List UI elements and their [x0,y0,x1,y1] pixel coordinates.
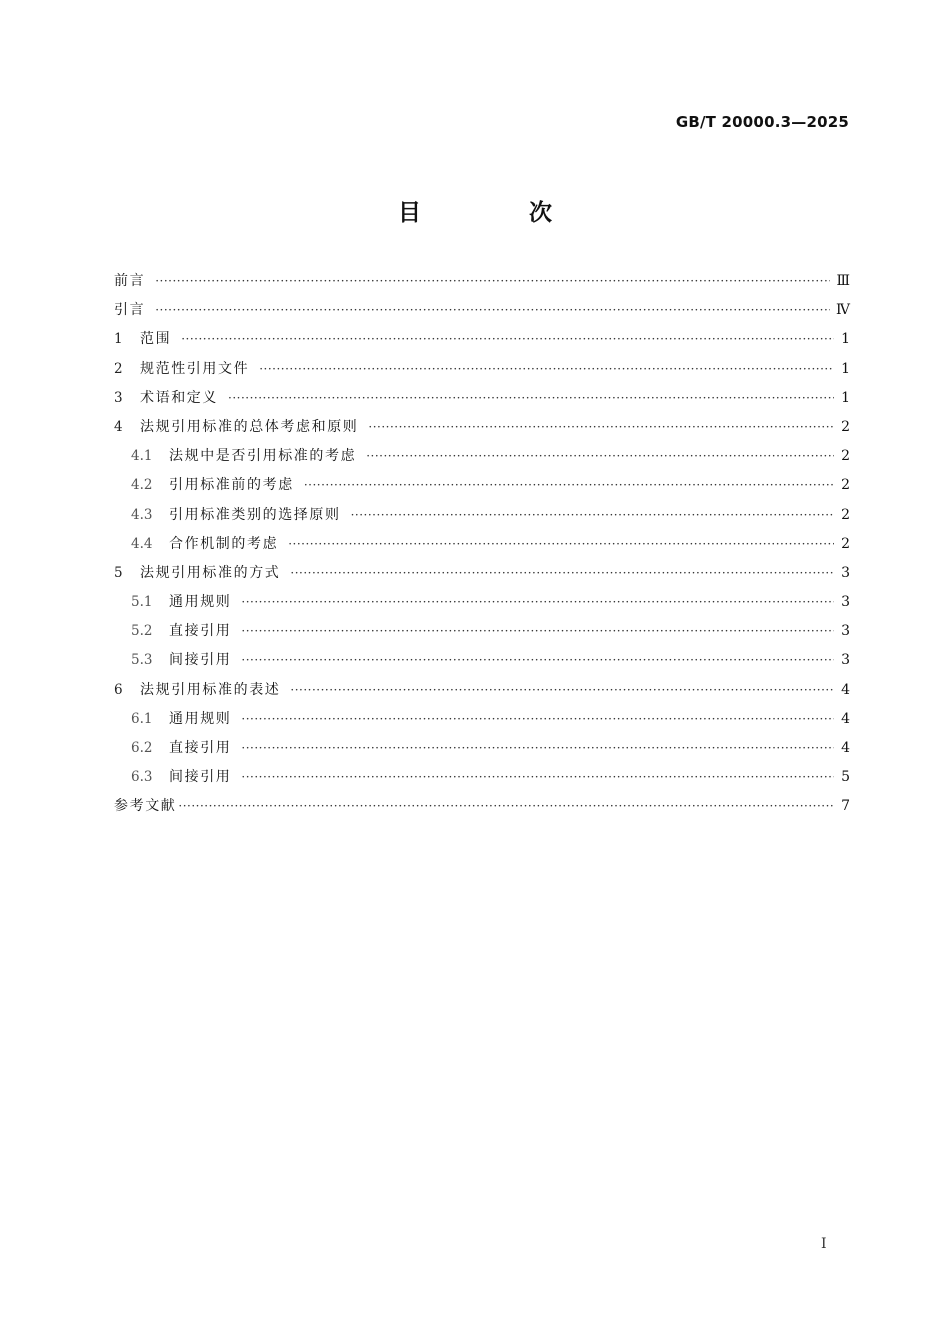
toc-entry-label: 间接引用 [169,769,232,786]
toc-entry-label: 引用标准类别的选择原则 [169,506,341,523]
toc-entry[interactable] [114,591,850,620]
toc-entry-number: 2 [114,360,123,377]
toc-entry-number: 6.2 [131,740,153,756]
toc-entry-number: 4.3 [131,506,153,523]
toc-entry-page: 2 [841,535,850,552]
toc-entry[interactable] [114,620,850,649]
toc-entry-page: 7 [841,798,850,815]
toc-entry[interactable] [114,474,850,503]
toc-entry-leader [241,712,834,726]
standard-code: GB/T 20000.3—2025 [675,113,849,131]
table-of-contents [114,270,850,825]
toc-entry-label: 直接引用 [169,740,232,756]
toc-entry-leader [259,362,834,376]
toc-entry[interactable] [114,387,850,416]
toc-entry-label: 通用规则 [169,594,232,611]
toc-entry-page: Ⅲ [836,273,850,289]
toc-entry[interactable] [114,533,850,562]
toc-entry-leader [368,420,834,434]
toc-entry-page: 4 [841,710,850,727]
toc-entry[interactable] [114,358,850,387]
toc-entry[interactable] [114,737,850,766]
toc-entry-leader [228,391,834,405]
toc-entry-page: 2 [841,448,850,465]
toc-entry[interactable] [114,562,850,591]
toc-entry-leader [241,741,834,755]
toc-entry-page: 4 [841,740,850,756]
toc-entry-leader [178,799,834,813]
toc-entry-number: 3 [114,389,123,406]
toc-entry-leader [351,508,834,522]
toc-entry-label: 范围 [140,331,172,348]
toc-entry-label: 前言 [114,273,146,289]
toc-entry-label: 直接引用 [169,623,232,640]
toc-entry-number: 4.4 [131,535,153,552]
toc-entry-leader [155,303,830,317]
toc-entry-number: 1 [114,331,123,348]
toc-entry-page: 1 [841,360,850,377]
toc-entry[interactable] [114,795,850,824]
toc-entry-leader [290,683,834,697]
toc-entry[interactable] [114,416,850,445]
toc-entry-page: 3 [841,623,850,640]
toc-entry-number: 4 [114,418,123,435]
toc-entry-page: 1 [841,331,850,348]
toc-entry-number: 6 [114,681,123,698]
toc-entry-label: 法规引用标准的表述 [140,681,281,698]
toc-entry-number: 6.3 [131,769,153,786]
toc-entry-page: 2 [841,418,850,435]
toc-entry[interactable] [114,708,850,737]
toc-entry-label: 法规中是否引用标准的考虑 [169,448,357,465]
toc-entry-page: 2 [841,477,850,494]
toc-entry[interactable] [114,679,850,708]
toc-entry-page: 1 [841,389,850,406]
toc-entry-number: 6.1 [131,710,153,727]
toc-entry-leader [241,595,834,609]
toc-entry-leader [290,566,834,580]
toc-entry[interactable] [114,649,850,678]
toc-entry-label: 法规引用标准的方式 [140,564,281,581]
toc-entry-leader [241,653,834,667]
toc-entry-leader [241,770,834,784]
toc-entry[interactable] [114,299,850,328]
toc-entry[interactable] [114,445,850,474]
toc-entry-number: 5.2 [131,623,153,640]
toc-entry-label: 法规引用标准的总体考虑和原则 [140,418,359,435]
toc-entry-leader [288,537,834,551]
toc-entry-number: 4.1 [131,448,153,465]
toc-entry-number: 5.1 [131,594,153,611]
toc-entry-page: 3 [841,652,850,669]
toc-entry-leader [181,332,834,346]
toc-entry-page: 2 [841,506,850,523]
toc-entry-label: 规范性引用文件 [140,360,250,377]
toc-entry-page: 5 [841,769,850,786]
toc-entry[interactable] [114,270,850,299]
toc-entry-label: 通用规则 [169,710,232,727]
toc-entry-page: Ⅳ [836,302,850,319]
toc-entry-label: 引用标准前的考虑 [169,477,294,494]
page-title: 目 次 [397,200,602,226]
toc-entry-leader [366,449,834,463]
toc-entry-number: 5.3 [131,652,153,669]
toc-entry-number: 5 [114,564,123,581]
toc-entry-label: 参考文献 [114,798,177,815]
toc-entry-page: 3 [841,564,850,581]
page-number: I [821,1236,827,1252]
toc-entry-page: 3 [841,594,850,611]
toc-entry-number: 4.2 [131,477,153,494]
toc-entry-label: 间接引用 [169,652,232,669]
toc-entry-leader [304,478,834,492]
toc-entry[interactable] [114,766,850,795]
toc-entry[interactable] [114,328,850,357]
toc-entry-label: 引言 [114,302,146,319]
toc-entry[interactable] [114,504,850,533]
toc-entry-label: 合作机制的考虑 [169,535,279,552]
toc-entry-page: 4 [841,681,850,698]
toc-entry-leader [241,624,834,638]
toc-entry-leader [155,274,830,288]
toc-entry-label: 术语和定义 [140,389,218,406]
